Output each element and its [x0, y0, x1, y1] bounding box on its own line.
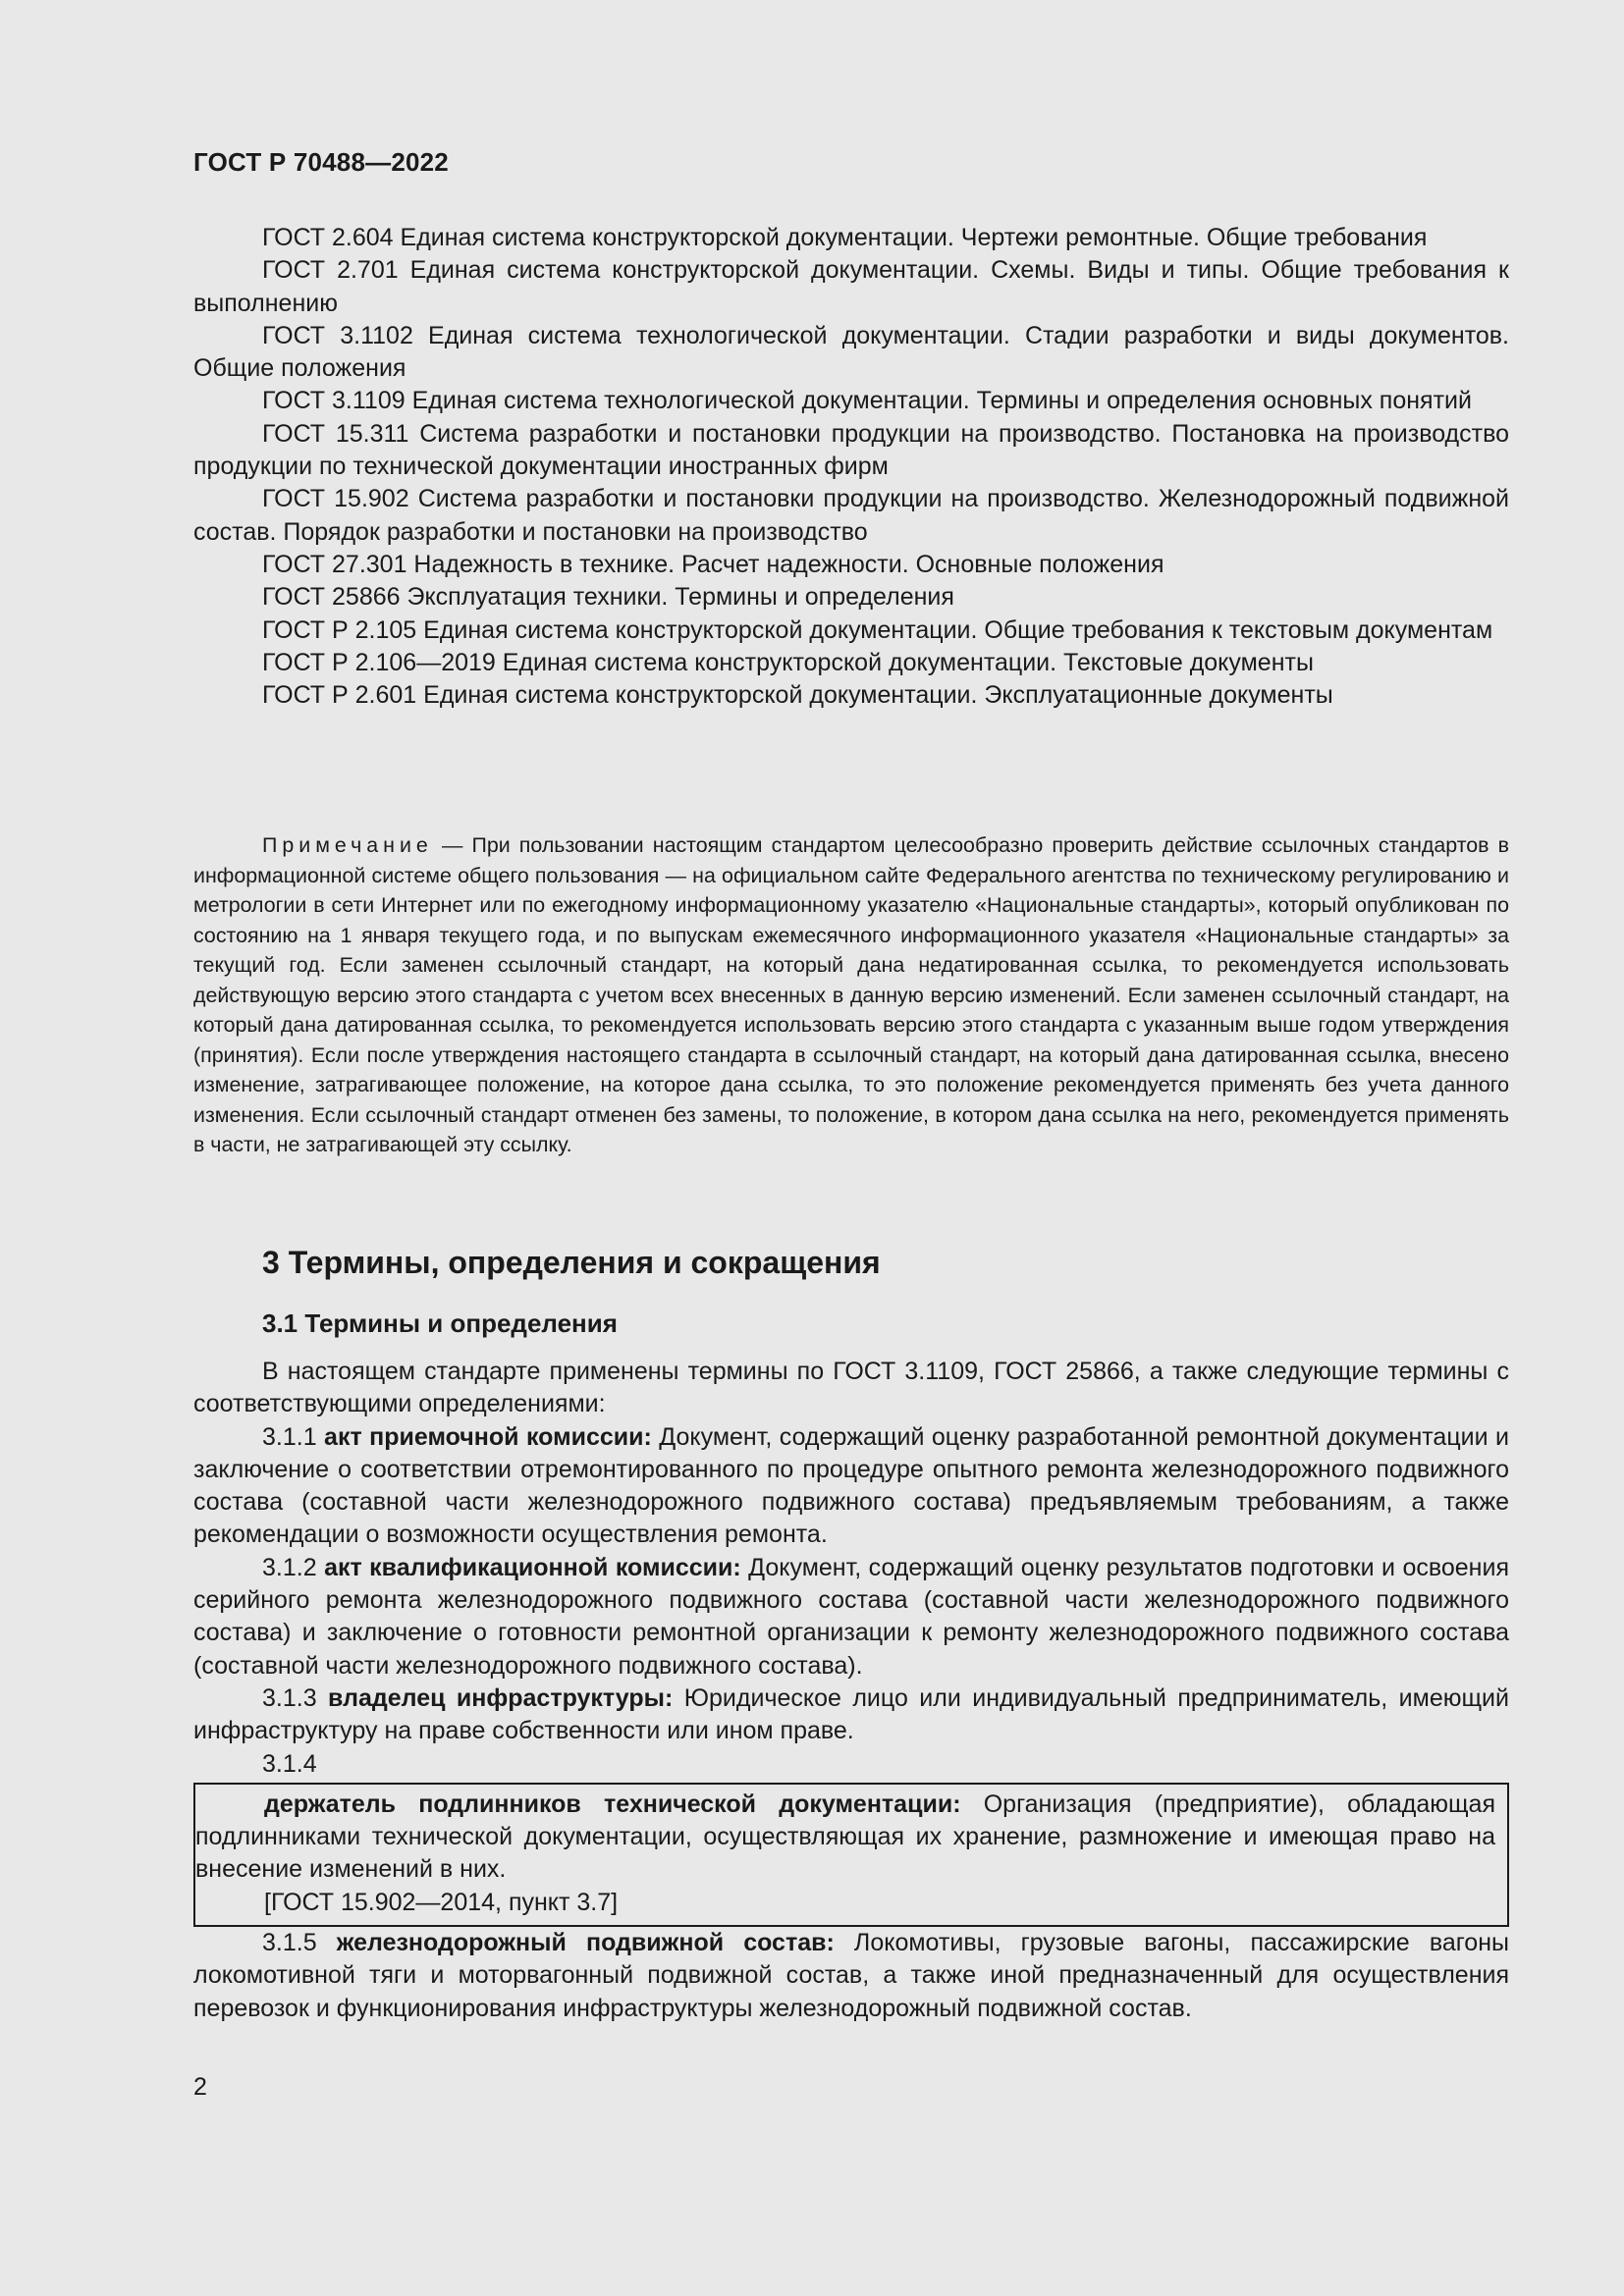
reference-item: ГОСТ Р 2.601 Единая система конструкторской документации. Эксплуатационные документы — [262, 681, 1333, 710]
term-definition: Документ, содержащий оценку разработанной ремонтной документации и заключение о соответствии отремонтированного по процедуре опытного ремонта железнодорожного подвижного состава (составной части железнодорожного подвижного состава) предъявляемым требованиям, а также рекомендации о возможности осуществления ремонта. — [193, 1422, 1509, 1549]
reference-item: ГОСТ 3.1102 Единая система технологической документации. Стадии разработки и виды документов. Общие положения — [193, 321, 1509, 383]
reference-item: ГОСТ 3.1109 Единая система технологической документации. Термины и определения основных понятий — [262, 387, 1472, 415]
term-definition: Документ, содержащий оценку результатов подготовки и освоения серийного ремонта железнодорожного подвижного состава (составной части железнодорожного подвижного состава) и заключение о готовности ремонтной организации к ремонту железнодорожного подвижного состава (составной части железнодорожного подвижного состава). — [193, 1553, 1509, 1680]
reference-item: ГОСТ 2.701 Единая система конструкторской документации. Схемы. Виды и типы. Общие требования к выполнению — [193, 256, 1509, 317]
term-entry — [193, 1927, 1509, 2025]
term-entry — [193, 1682, 1509, 1748]
term-name: акт приемочной комиссии: — [324, 1422, 652, 1451]
term-number: 3.1.1 — [262, 1422, 325, 1451]
term-entry — [195, 1789, 1495, 1887]
subsection-3-1-heading: 3.1 Термины и определения — [262, 1308, 618, 1338]
reference-item: ГОСТ 2.604 Единая система конструкторской документации. Чертежи ремонтные. Общие требования — [262, 224, 1428, 251]
section-3-heading: 3 Термины, определения и сокращения — [262, 1245, 881, 1280]
terms-section — [193, 1356, 1509, 2025]
reference-item: ГОСТ Р 2.105 Единая система конструкторской документации. Общие требования к текстовым документам — [262, 615, 1493, 644]
normative-references-list — [193, 222, 1509, 712]
term-definition: Юридическое лицо или индивидуальный предприниматель, имеющий инфраструктуру на праве собственности или ином праве. — [193, 1683, 1509, 1745]
term-name: держатель подлинников технической документации: — [264, 1789, 961, 1818]
reference-item: ГОСТ Р 2.106—2019 Единая система конструкторской документации. Текстовые документы — [262, 648, 1314, 676]
term-number: 3.1.5 — [262, 1929, 337, 1957]
term-definition: Организация (предприятие), обладающая подлинниками технической документации, осуществляющая их хранение, размножение и имеющая право на внесение изменений в них. — [195, 1789, 1495, 1884]
reference-item: ГОСТ 27.301 Надежность в технике. Расчет надежности. Основные положения — [262, 550, 1164, 578]
document-code-header: ГОСТ Р 70488—2022 — [193, 147, 449, 177]
quoted-term-box — [193, 1783, 1509, 1927]
term-number: 3.1.4 — [262, 1749, 317, 1778]
reference-item: ГОСТ 15.902 Система разработки и постановки продукции на производство. Железнодорожный подвижной состав. Порядок разработки и постановки на производство — [193, 485, 1509, 546]
term-number: 3.1.2 — [262, 1553, 325, 1581]
term-entry — [193, 1552, 1509, 1682]
reference-item: ГОСТ 25866 Эксплуатация техники. Термины и определения — [262, 583, 954, 612]
references-note — [193, 830, 1509, 1160]
note-label: Примечание — [262, 833, 433, 857]
reference-item: ГОСТ 15.311 Система разработки и постановки продукции на производство. Постановка на производство продукции по технической документации иностранных фирм — [193, 419, 1509, 481]
note-text: — При пользовании настоящим стандартом целесообразно проверить действие ссылочных стандартов в информационной системе общего пользования — на официальном сайте Федерального агентства по техническому регулированию и метрологии в сети Интернет или по ежегодному информационному указателю «Национальные стандарты», который опубликован по состоянию на 1 января текущего года, и по выпускам ежемесячного информационного указателя «Национальные стандарты» за текущий год. Если заменен ссылочный стандарт, на который дана недатированная ссылка, то рекомендуется использовать действующую версию этого стандарта с учетом всех внесенных в данную версию изменений. Если заменен ссылочный стандарт, на который дана датированная ссылка, то рекомендуется использовать версию этого стандарта с указанным выше годом утверждения (принятия). Если после утверждения настоящего стандарта в ссылочный стандарт, на который дана датированная ссылка, внесено изменение, затрагивающее положение, на которое дана ссылка, то это положение рекомендуется применять без учета данного изменения. Если ссылочный стандарт отменен без замены, то положение, в котором дана ссылка на него, рекомендуется применять в части, не затрагивающей эту ссылку. — [193, 833, 1509, 1156]
term-number: 3.1.3 — [262, 1683, 329, 1712]
term-source: [ГОСТ 15.902—2014, пункт 3.7] — [264, 1888, 619, 1916]
term-definition: Локомотивы, грузовые вагоны, пассажирские вагоны локомотивной тяги и моторвагонный подвижной состав, а также иной предназначенный для осуществления перевозок и функционирования инфраструктуры железнодорожный подвижной состав. — [193, 1929, 1509, 2022]
term-name: акт квалификационной комиссии: — [324, 1553, 741, 1581]
term-name: владелец инфраструктуры: — [328, 1683, 674, 1712]
page-number: 2 — [193, 2073, 207, 2101]
term-name: железнодорожный подвижной состав: — [336, 1929, 835, 1957]
term-entry — [193, 1421, 1509, 1552]
terms-intro: В настоящем стандарте применены термины по ГОСТ 3.1109, ГОСТ 25866, а также следующие термины с соответствующими определениями: — [193, 1358, 1509, 1418]
